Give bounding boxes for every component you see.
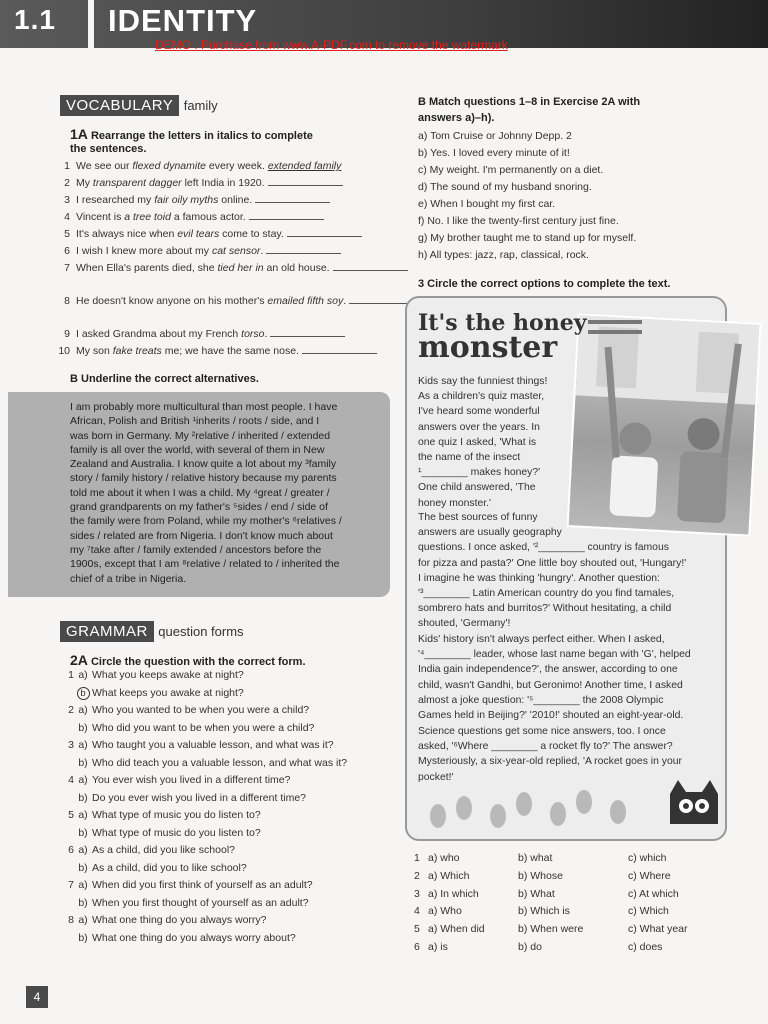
- text-line: story / family history / relative history because my parents: [70, 472, 337, 485]
- vocab-item: [56, 226, 396, 243]
- story-line: Kids say the funniest things!: [418, 376, 548, 387]
- story-line: Kids' history isn't always perfect either. When I asked,: [418, 634, 665, 645]
- answer-blank: [287, 228, 362, 237]
- answer-item: c) My weight. I'm permanently on a diet.: [418, 164, 604, 176]
- story-line: pocket!': [418, 771, 454, 783]
- question-option: [56, 685, 396, 703]
- question-option: [56, 667, 396, 685]
- option-b: b) Which is: [518, 905, 570, 918]
- item-text: .: [343, 295, 347, 307]
- option-a: a) Which: [428, 869, 470, 882]
- exercise-2b-heading: B Match questions 1–8 in Exercise 2A with: [418, 96, 641, 108]
- text-line: chief of a tribe in Nigeria.: [70, 572, 187, 585]
- vocab-item: [56, 209, 396, 226]
- option-letter: a): [78, 774, 88, 786]
- option-b: b) do: [518, 940, 542, 953]
- option-letter: a): [78, 914, 88, 926]
- option-text: When did you first think of yourself as an adult?: [92, 879, 313, 891]
- vocab-item: [56, 326, 396, 343]
- exercise-2a-number: 2A: [70, 652, 88, 668]
- option-row: [414, 868, 734, 886]
- item-text: me; we have the same nose.: [161, 345, 299, 357]
- story-line: Games held in Beijing?' '2010!' shouted an eight-year-old.: [418, 710, 684, 722]
- item-text: come to stay.: [219, 228, 284, 240]
- option-letter: b): [78, 896, 88, 909]
- item-text: When Ella's parents died, she: [76, 262, 218, 274]
- exercise-3-heading: 3 Circle the correct options to complete the text.: [418, 278, 671, 290]
- vocabulary-tag: family: [183, 98, 218, 113]
- option-letter: b): [78, 756, 88, 769]
- text-line: Zealand and Australia. I know quite a lot about my ³family: [70, 458, 337, 471]
- option-text: What one thing do you always worry?: [92, 914, 267, 926]
- answer-item: d) The sound of my husband snoring.: [418, 181, 592, 193]
- question-option: [56, 825, 396, 843]
- story-paragraph-2: [418, 510, 718, 632]
- story-line: asked, '⁶Where ________ a rocket fly to?' The answer?: [418, 741, 673, 753]
- option-number: 4: [414, 905, 420, 918]
- italic-letters: emailed fifth soy: [267, 295, 344, 307]
- story-line: shouted, 'Germany'!: [418, 618, 511, 630]
- text-line: I am probably more multicultural than most people. I have: [70, 401, 338, 413]
- option-row: [414, 939, 734, 957]
- question-number: 4: [68, 774, 74, 786]
- story-line: I imagine he was thinking 'hungry'. Another question:: [418, 572, 660, 584]
- question-number: 6: [68, 844, 74, 856]
- option-b: b) What: [518, 887, 555, 900]
- italic-letters: transparent dagger: [92, 177, 182, 189]
- option-row: [414, 850, 734, 868]
- answer-item: h) All types: jazz, rap, classical, rock.: [418, 249, 589, 261]
- chapter-number: 1.1: [14, 4, 56, 35]
- text-line: family is all over the world, with several of them in New: [70, 443, 325, 456]
- item-text: My son: [76, 345, 113, 357]
- option-a: a) Who: [428, 905, 462, 918]
- text-line: sides / related are from Nigeria. I don't know much about: [70, 529, 333, 542]
- story-title-line-2: monster: [418, 330, 558, 365]
- item-text: online.: [218, 194, 253, 206]
- watermark-link[interactable]: DEMO : Purchase from www.A-PDF.com to remove the watermark: [155, 38, 508, 52]
- item-text: We see our: [76, 160, 133, 172]
- answer-item: g) My brother taught me to stand up for myself.: [418, 232, 637, 244]
- grammar-question-list: [56, 667, 396, 947]
- italic-letters: tied her in: [217, 262, 264, 274]
- exercise-2a-heading: 2A Circle the question with the correct form.: [70, 652, 306, 668]
- text-line: African, Polish and British ¹inherits / roots / side, and I: [70, 415, 320, 428]
- page-number: 4: [26, 986, 48, 1008]
- option-a: a) is: [428, 940, 448, 953]
- question-option: [56, 807, 396, 825]
- story-title-line-1: It's the honey: [418, 310, 587, 336]
- vocabulary-bar: VOCABULARY: [60, 95, 179, 116]
- question-option: [56, 930, 396, 948]
- story-line: answers are usually geography: [418, 527, 562, 539]
- option-letter: a): [78, 844, 88, 856]
- item-text: I asked Grandma about my French: [76, 328, 242, 340]
- option-number: 3: [414, 887, 420, 900]
- option-text: As a child, did you to like school?: [92, 861, 247, 874]
- vocab-item: [56, 158, 396, 175]
- option-row: [414, 921, 734, 939]
- children-photo: [567, 313, 762, 536]
- story-line: Science questions get some nice answers, too. I once: [418, 726, 666, 737]
- question-number: 2: [68, 704, 74, 716]
- story-line: child, wasn't Gandhi, but Geronimo! Another time, I asked: [418, 679, 683, 691]
- question-option: [56, 895, 396, 913]
- answer-item: f) No. I like the twenty-first century just fine.: [418, 215, 619, 227]
- option-b: b) Whose: [518, 869, 563, 882]
- option-letter: b): [78, 826, 88, 839]
- option-text: What type of music do you listen to?: [92, 826, 261, 839]
- title-stripes: [588, 320, 642, 334]
- item-text: Vincent is: [76, 211, 125, 223]
- answer-item: b) Yes. I loved every minute of it!: [418, 147, 570, 159]
- story-line: ¹________ makes honey?': [418, 467, 541, 479]
- item-number: 10: [58, 345, 70, 357]
- question-number: 1: [68, 669, 74, 681]
- option-b: b) what: [518, 852, 553, 864]
- story-line: almost a joke question: '⁵________ the 2008 Olympic: [418, 694, 664, 706]
- story-line: the name of the insect: [418, 452, 521, 464]
- answer-blank: [302, 345, 377, 354]
- option-number: 6: [414, 940, 420, 953]
- item-text: He doesn't know anyone on his mother's: [76, 295, 268, 307]
- item-text: left India in 1920.: [181, 177, 265, 189]
- option-letter: b): [78, 721, 88, 734]
- item-text: My: [76, 177, 93, 189]
- item-text: I researched my: [76, 194, 155, 206]
- story-paragraph-3: [418, 632, 718, 723]
- question-option: [56, 912, 396, 930]
- family-text-box: [8, 392, 390, 597]
- text-line: told me about it when I was a child. My ⁴great / greater /: [70, 486, 330, 499]
- grammar-section-header: [60, 623, 244, 641]
- story-line: One child answered, 'The: [418, 482, 536, 494]
- question-option: [56, 737, 396, 755]
- option-text: When you first thought of yourself as an adult?: [92, 896, 309, 909]
- vocabulary-section-header: [60, 97, 218, 115]
- answer-item: a) Tom Cruise or Johnny Depp. 2: [418, 130, 572, 142]
- option-c: c) At which: [628, 887, 679, 900]
- option-letter: a): [78, 879, 88, 891]
- exercise-1b-heading: B Underline the correct alternatives.: [70, 373, 259, 385]
- option-text: Do you ever wish you lived in a different time?: [92, 791, 306, 804]
- story-line: one quiz I asked, 'What is: [418, 436, 537, 448]
- question-option: [56, 842, 396, 860]
- option-text: As a child, did you like school?: [92, 844, 235, 856]
- question-option: [56, 720, 396, 738]
- option-letter: b): [78, 931, 88, 944]
- chapter-title: IDENTITY: [108, 3, 258, 38]
- italic-letters: torso: [241, 328, 265, 340]
- story-line: The best sources of funny: [418, 512, 538, 523]
- story-line: As a children's quiz master,: [418, 391, 545, 403]
- exercise-1a-heading-cont: the sentences.: [70, 143, 147, 155]
- option-row: [414, 886, 734, 904]
- option-letter: a): [78, 809, 88, 821]
- monster-icon: [664, 774, 724, 833]
- answer-blank: [266, 245, 341, 254]
- story-line: Mysteriously, a six-year-old replied, 'A rocket goes in your: [418, 756, 682, 768]
- option-letter: a): [78, 704, 88, 716]
- italic-letters: a tree toid: [124, 211, 171, 223]
- text-line: my ⁷take after / family extended / ancestors before the: [70, 543, 322, 556]
- option-text: You ever wish you lived in a different time?: [92, 774, 291, 786]
- option-a: a) In which: [428, 887, 479, 900]
- story-line: honey monster.': [418, 497, 492, 509]
- vocab-item: [56, 175, 396, 192]
- item-number: 1: [64, 160, 70, 172]
- exercise-2b-heading-cont: answers a)–h).: [418, 112, 495, 124]
- question-number: 7: [68, 879, 74, 891]
- option-row: [414, 903, 734, 921]
- answer-item: e) When I bought my first car.: [418, 198, 556, 210]
- option-c: c) does: [628, 940, 663, 953]
- answer-blank: [255, 194, 330, 203]
- story-line: '⁴________ leader, whose last name began with 'G', helped: [418, 649, 691, 661]
- option-b: b) When were: [518, 923, 584, 936]
- item-number: 3: [64, 194, 70, 206]
- question-option: [56, 877, 396, 895]
- story-line: '³________ Latin American country do you find tamales,: [418, 588, 675, 600]
- grammar-bar: GRAMMAR: [60, 621, 154, 642]
- item-text: a famous actor.: [170, 211, 246, 223]
- vocab-item: [56, 293, 396, 310]
- story-line: for pizza and pasta?' One little boy shouted out, 'Hungary!': [418, 557, 687, 569]
- option-letter: b): [78, 791, 88, 804]
- option-c: c) which: [628, 852, 667, 864]
- item-text: I wish I knew more about my: [76, 245, 212, 257]
- story-paragraph-1: [418, 374, 578, 511]
- item-number: 9: [64, 328, 70, 340]
- exercise-3-options: [414, 850, 734, 957]
- answer-blank: [249, 211, 324, 220]
- question-option: [56, 860, 396, 878]
- vocab-item: [56, 243, 396, 260]
- option-letter: [74, 685, 92, 703]
- header-divider: [88, 0, 94, 48]
- text-line: the family were from Poland, while my mother's ⁶relatives /: [70, 515, 342, 528]
- option-letter: b): [78, 861, 88, 874]
- italic-letters: cat sensor: [211, 245, 261, 257]
- story-line: sombrero hats and burritos?' Without hesitating, a child: [418, 603, 672, 615]
- circled-answer-icon: b: [77, 687, 90, 700]
- italic-letters: fair oily myths: [154, 194, 219, 206]
- item-text: It's always nice when: [76, 228, 178, 240]
- option-c: c) Where: [628, 869, 671, 882]
- italic-letters: fake treats: [112, 345, 162, 357]
- item-number: 6: [64, 245, 70, 257]
- option-text: What you keeps awake at night?: [92, 669, 244, 681]
- item-text: .: [260, 245, 264, 257]
- question-option: [56, 702, 396, 720]
- answer-blank: [333, 262, 408, 271]
- option-c: c) What year: [628, 923, 688, 936]
- question-number: 5: [68, 809, 74, 821]
- answer-blank: [268, 177, 343, 186]
- item-number: 4: [64, 211, 70, 223]
- text-line: grand grandparents on my father's ⁵sides / end / side of: [70, 501, 328, 514]
- option-text: What type of music you do listen to?: [92, 809, 261, 821]
- option-a: a) When did: [428, 923, 485, 936]
- option-text: What one thing do you always worry about?: [92, 931, 296, 944]
- option-number: 1: [414, 852, 420, 864]
- story-line: answers over the years. In: [418, 421, 540, 433]
- answer-blank: [270, 328, 345, 337]
- exercise-1a-number: 1A: [70, 126, 88, 142]
- item-text: .: [264, 328, 268, 340]
- story-line: I've heard some wonderful: [418, 406, 540, 418]
- item-number: 8: [64, 295, 70, 307]
- example-answer: extended family: [267, 160, 342, 172]
- vocab-item: [56, 343, 396, 360]
- vocabulary-list: [56, 158, 396, 360]
- item-text: every week.: [205, 160, 268, 172]
- question-number: 3: [68, 739, 74, 751]
- option-text: Who taught you a valuable lesson, and what was it?: [92, 739, 334, 751]
- vocab-item: [56, 260, 396, 277]
- italic-letters: flexed dynamite: [132, 160, 206, 172]
- answer-list: [418, 128, 738, 264]
- story-line: questions. I once asked, '²________ country is famous: [418, 542, 669, 554]
- children-raising-hands-icon: [569, 315, 760, 534]
- vocab-item: [56, 192, 396, 209]
- item-number: 5: [64, 228, 70, 240]
- item-text: an old house.: [263, 262, 330, 274]
- option-text: Who did teach you a valuable lesson, and what was it?: [92, 756, 348, 769]
- option-number: 2: [414, 869, 420, 882]
- exercise-1a-heading: 1A Rearrange the letters in italics to complete: [70, 126, 313, 142]
- question-option: [56, 755, 396, 773]
- option-text: Who you wanted to be when you were a child?: [92, 704, 310, 716]
- item-number: 2: [64, 177, 70, 189]
- question-option: [56, 790, 396, 808]
- option-text: Who did you want to be when you were a child?: [92, 721, 315, 734]
- option-letter: a): [78, 739, 88, 751]
- item-number: 7: [64, 262, 70, 274]
- option-a: a) who: [428, 852, 460, 864]
- story-line: India gain independence?', the answer, according to one: [418, 664, 678, 676]
- text-line: 1900s, except that I am ⁸relative / related to / inherited the: [70, 558, 340, 571]
- text-line: was born in Germany. My ²relative / inherited / extended: [70, 429, 331, 442]
- question-option: [56, 772, 396, 790]
- italic-letters: evil tears: [177, 228, 220, 240]
- option-text: What keeps you awake at night?: [92, 686, 244, 699]
- grammar-tag: question forms: [158, 624, 244, 639]
- option-c: c) Which: [628, 905, 669, 918]
- option-number: 5: [414, 923, 420, 936]
- option-letter: a): [78, 669, 88, 681]
- question-number: 8: [68, 914, 74, 926]
